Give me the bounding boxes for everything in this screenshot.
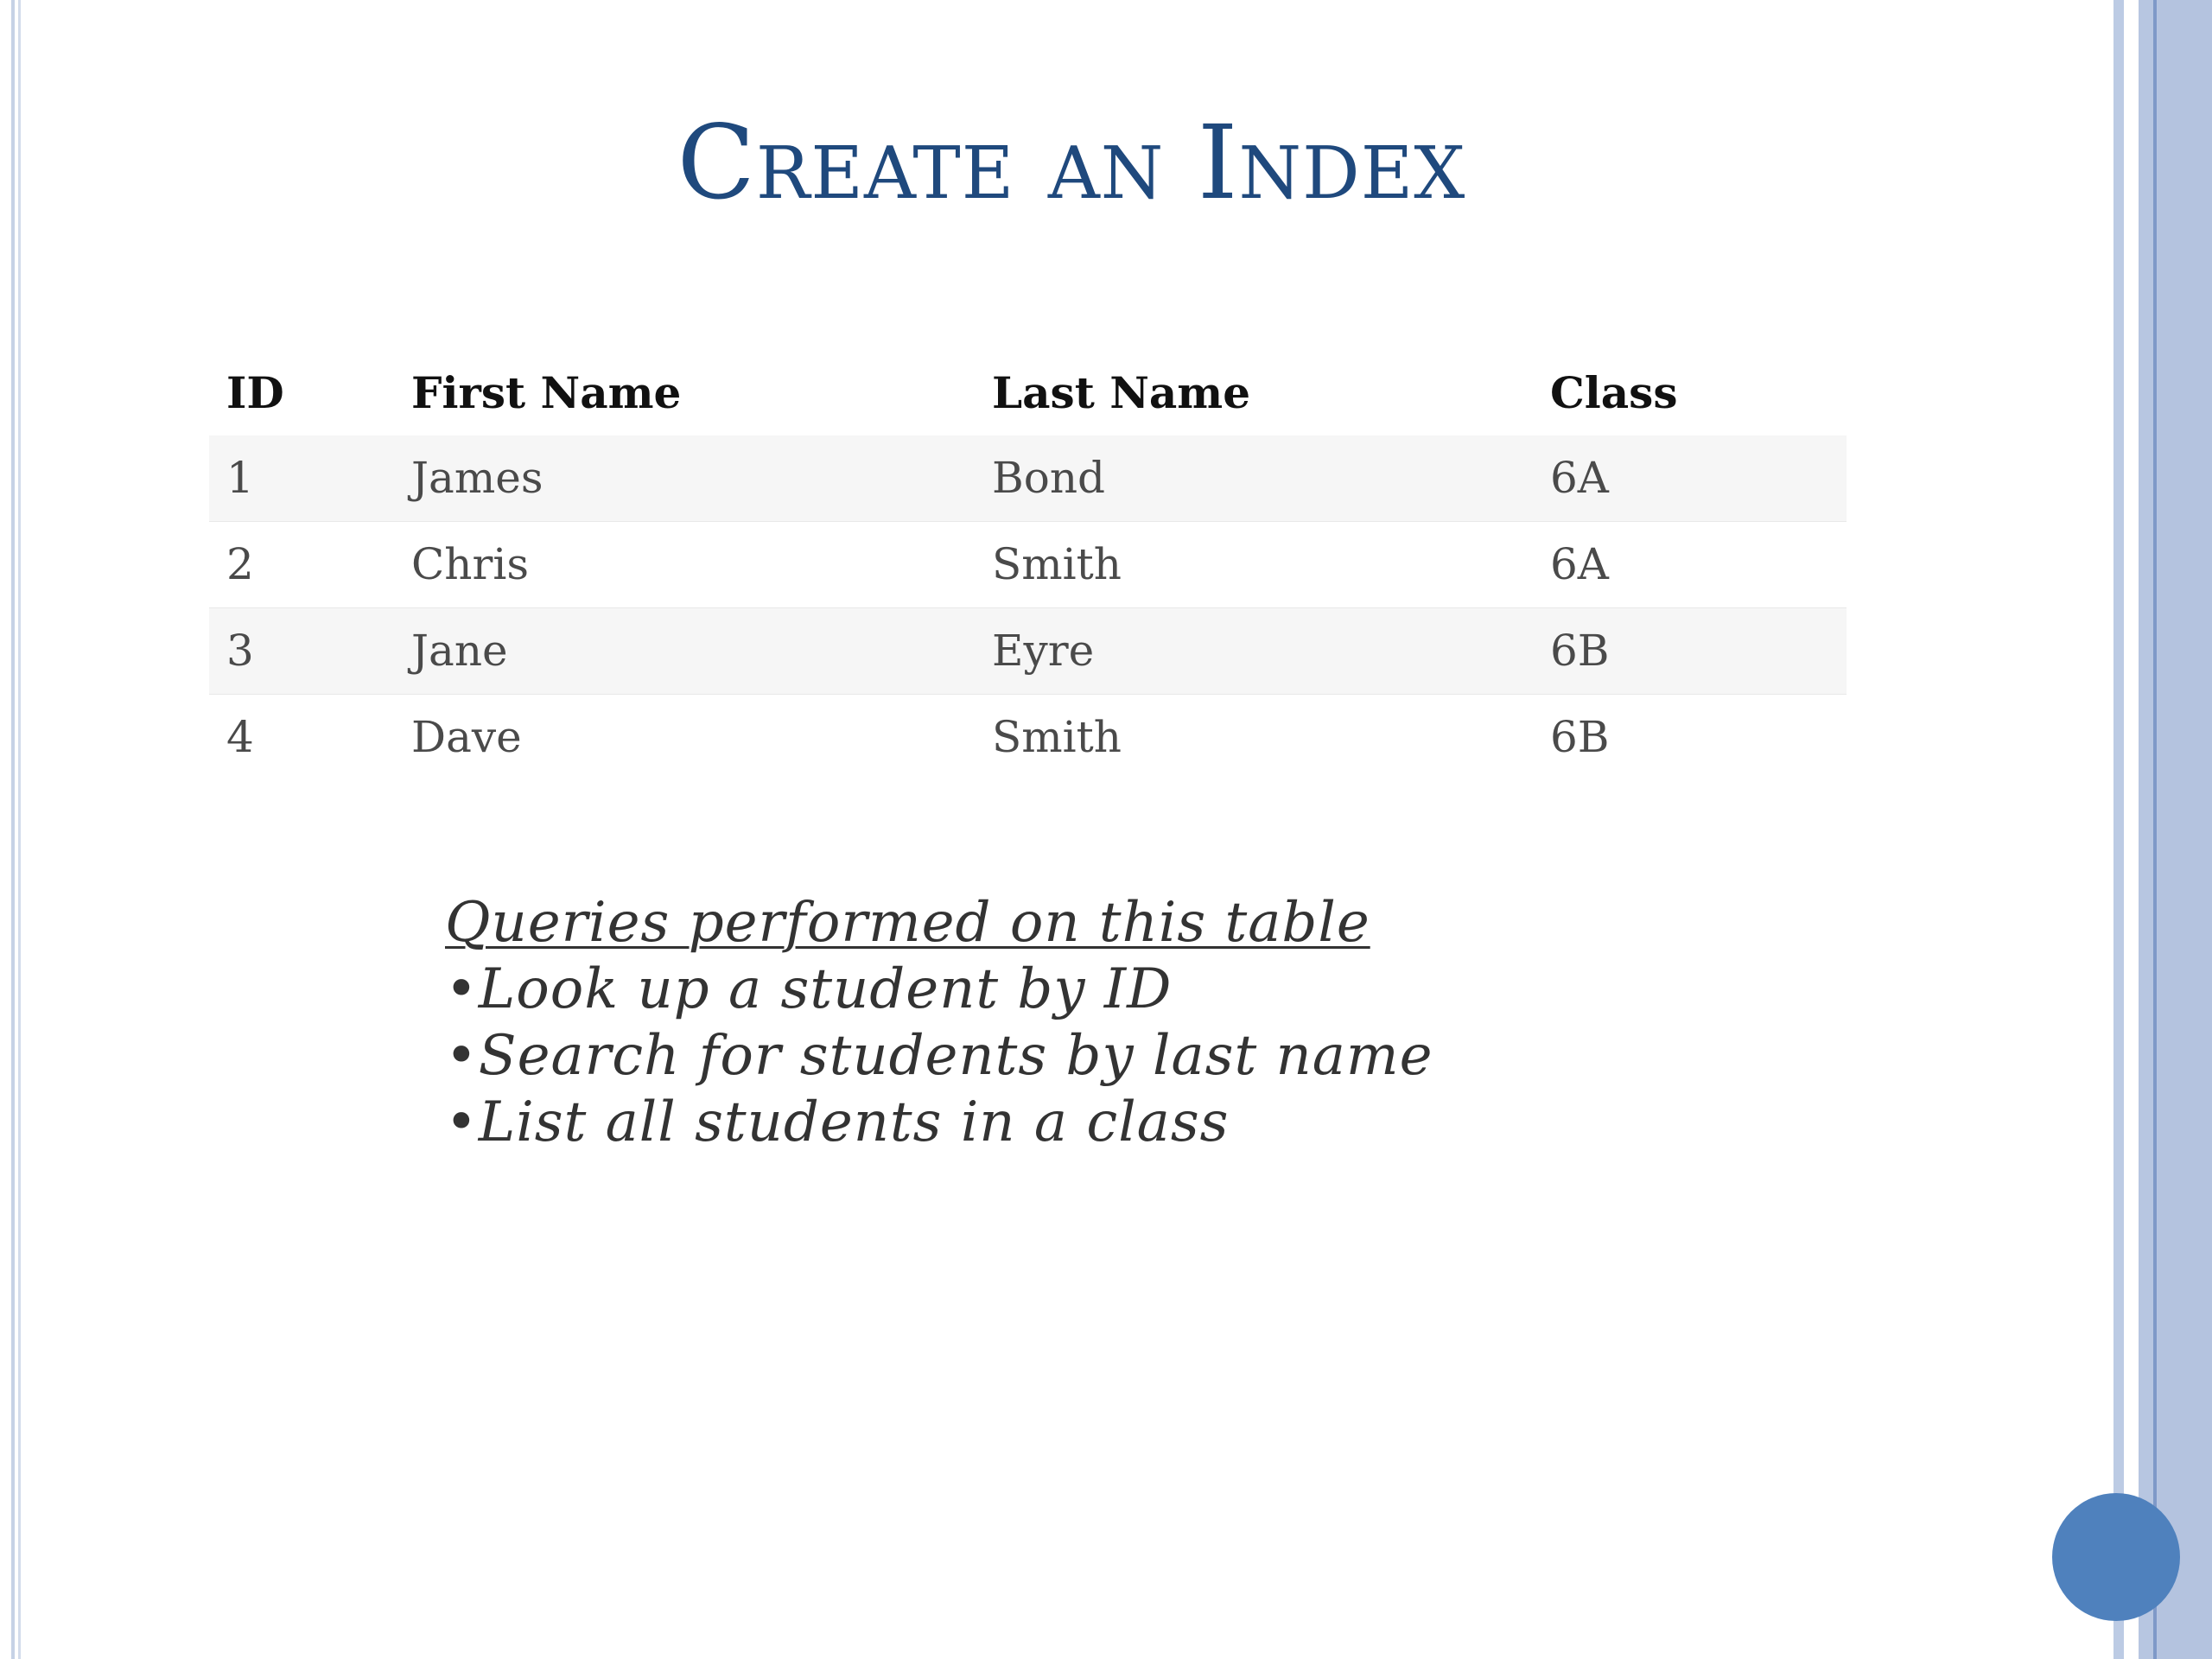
slide-title: Create an Index	[677, 103, 1466, 222]
table-cell: Chris	[411, 539, 530, 589]
table-cell: Jane	[411, 626, 508, 676]
list-item-text: List all students in a class	[478, 1090, 1230, 1154]
table-cell: Eyre	[992, 626, 1095, 676]
list-item	[445, 1023, 1433, 1090]
table-cell: 6A	[1550, 453, 1609, 503]
table-cell: 4	[226, 712, 254, 762]
table-cell: 3	[226, 626, 254, 676]
table-cell: 1	[226, 453, 254, 503]
students-table	[209, 350, 1847, 780]
table-cell: Smith	[992, 712, 1122, 762]
table-header-cell: First Name	[411, 367, 682, 418]
table-header-cell: ID	[226, 367, 284, 418]
table-cell: 2	[226, 539, 254, 589]
table-cell: 6B	[1550, 626, 1610, 676]
bullet-icon: •	[445, 1024, 479, 1088]
table-header-cell: Class	[1550, 367, 1678, 418]
table-row	[209, 521, 1847, 607]
right-frame-band-outer	[2158, 0, 2212, 1659]
left-frame-line-outer	[11, 0, 15, 1659]
table-row	[209, 435, 1847, 521]
queries-heading: Queries performed on this table	[445, 891, 1370, 955]
right-frame-line-thin	[2113, 0, 2124, 1659]
queries-textbox	[445, 890, 1433, 1156]
table-cell: 6A	[1550, 539, 1609, 589]
left-frame-line-inner	[18, 0, 21, 1659]
table-cell: Bond	[992, 453, 1106, 503]
bullet-icon: •	[445, 1090, 479, 1154]
table-header-row	[209, 350, 1847, 435]
table-cell: Dave	[411, 712, 522, 762]
table-row	[209, 694, 1847, 780]
decorative-circle-icon	[2052, 1493, 2180, 1621]
table-header-cell: Last Name	[992, 367, 1251, 418]
list-item-text: Search for students by last name	[478, 1024, 1433, 1088]
list-item	[445, 1090, 1433, 1156]
table-cell: James	[411, 453, 543, 503]
list-item	[445, 957, 1433, 1023]
table-cell: Smith	[992, 539, 1122, 589]
bullet-icon: •	[445, 957, 479, 1021]
table-cell: 6B	[1550, 712, 1610, 762]
list-item-text: Look up a student by ID	[478, 957, 1173, 1021]
right-frame-line-dark	[2153, 0, 2157, 1659]
table-row	[209, 607, 1847, 694]
